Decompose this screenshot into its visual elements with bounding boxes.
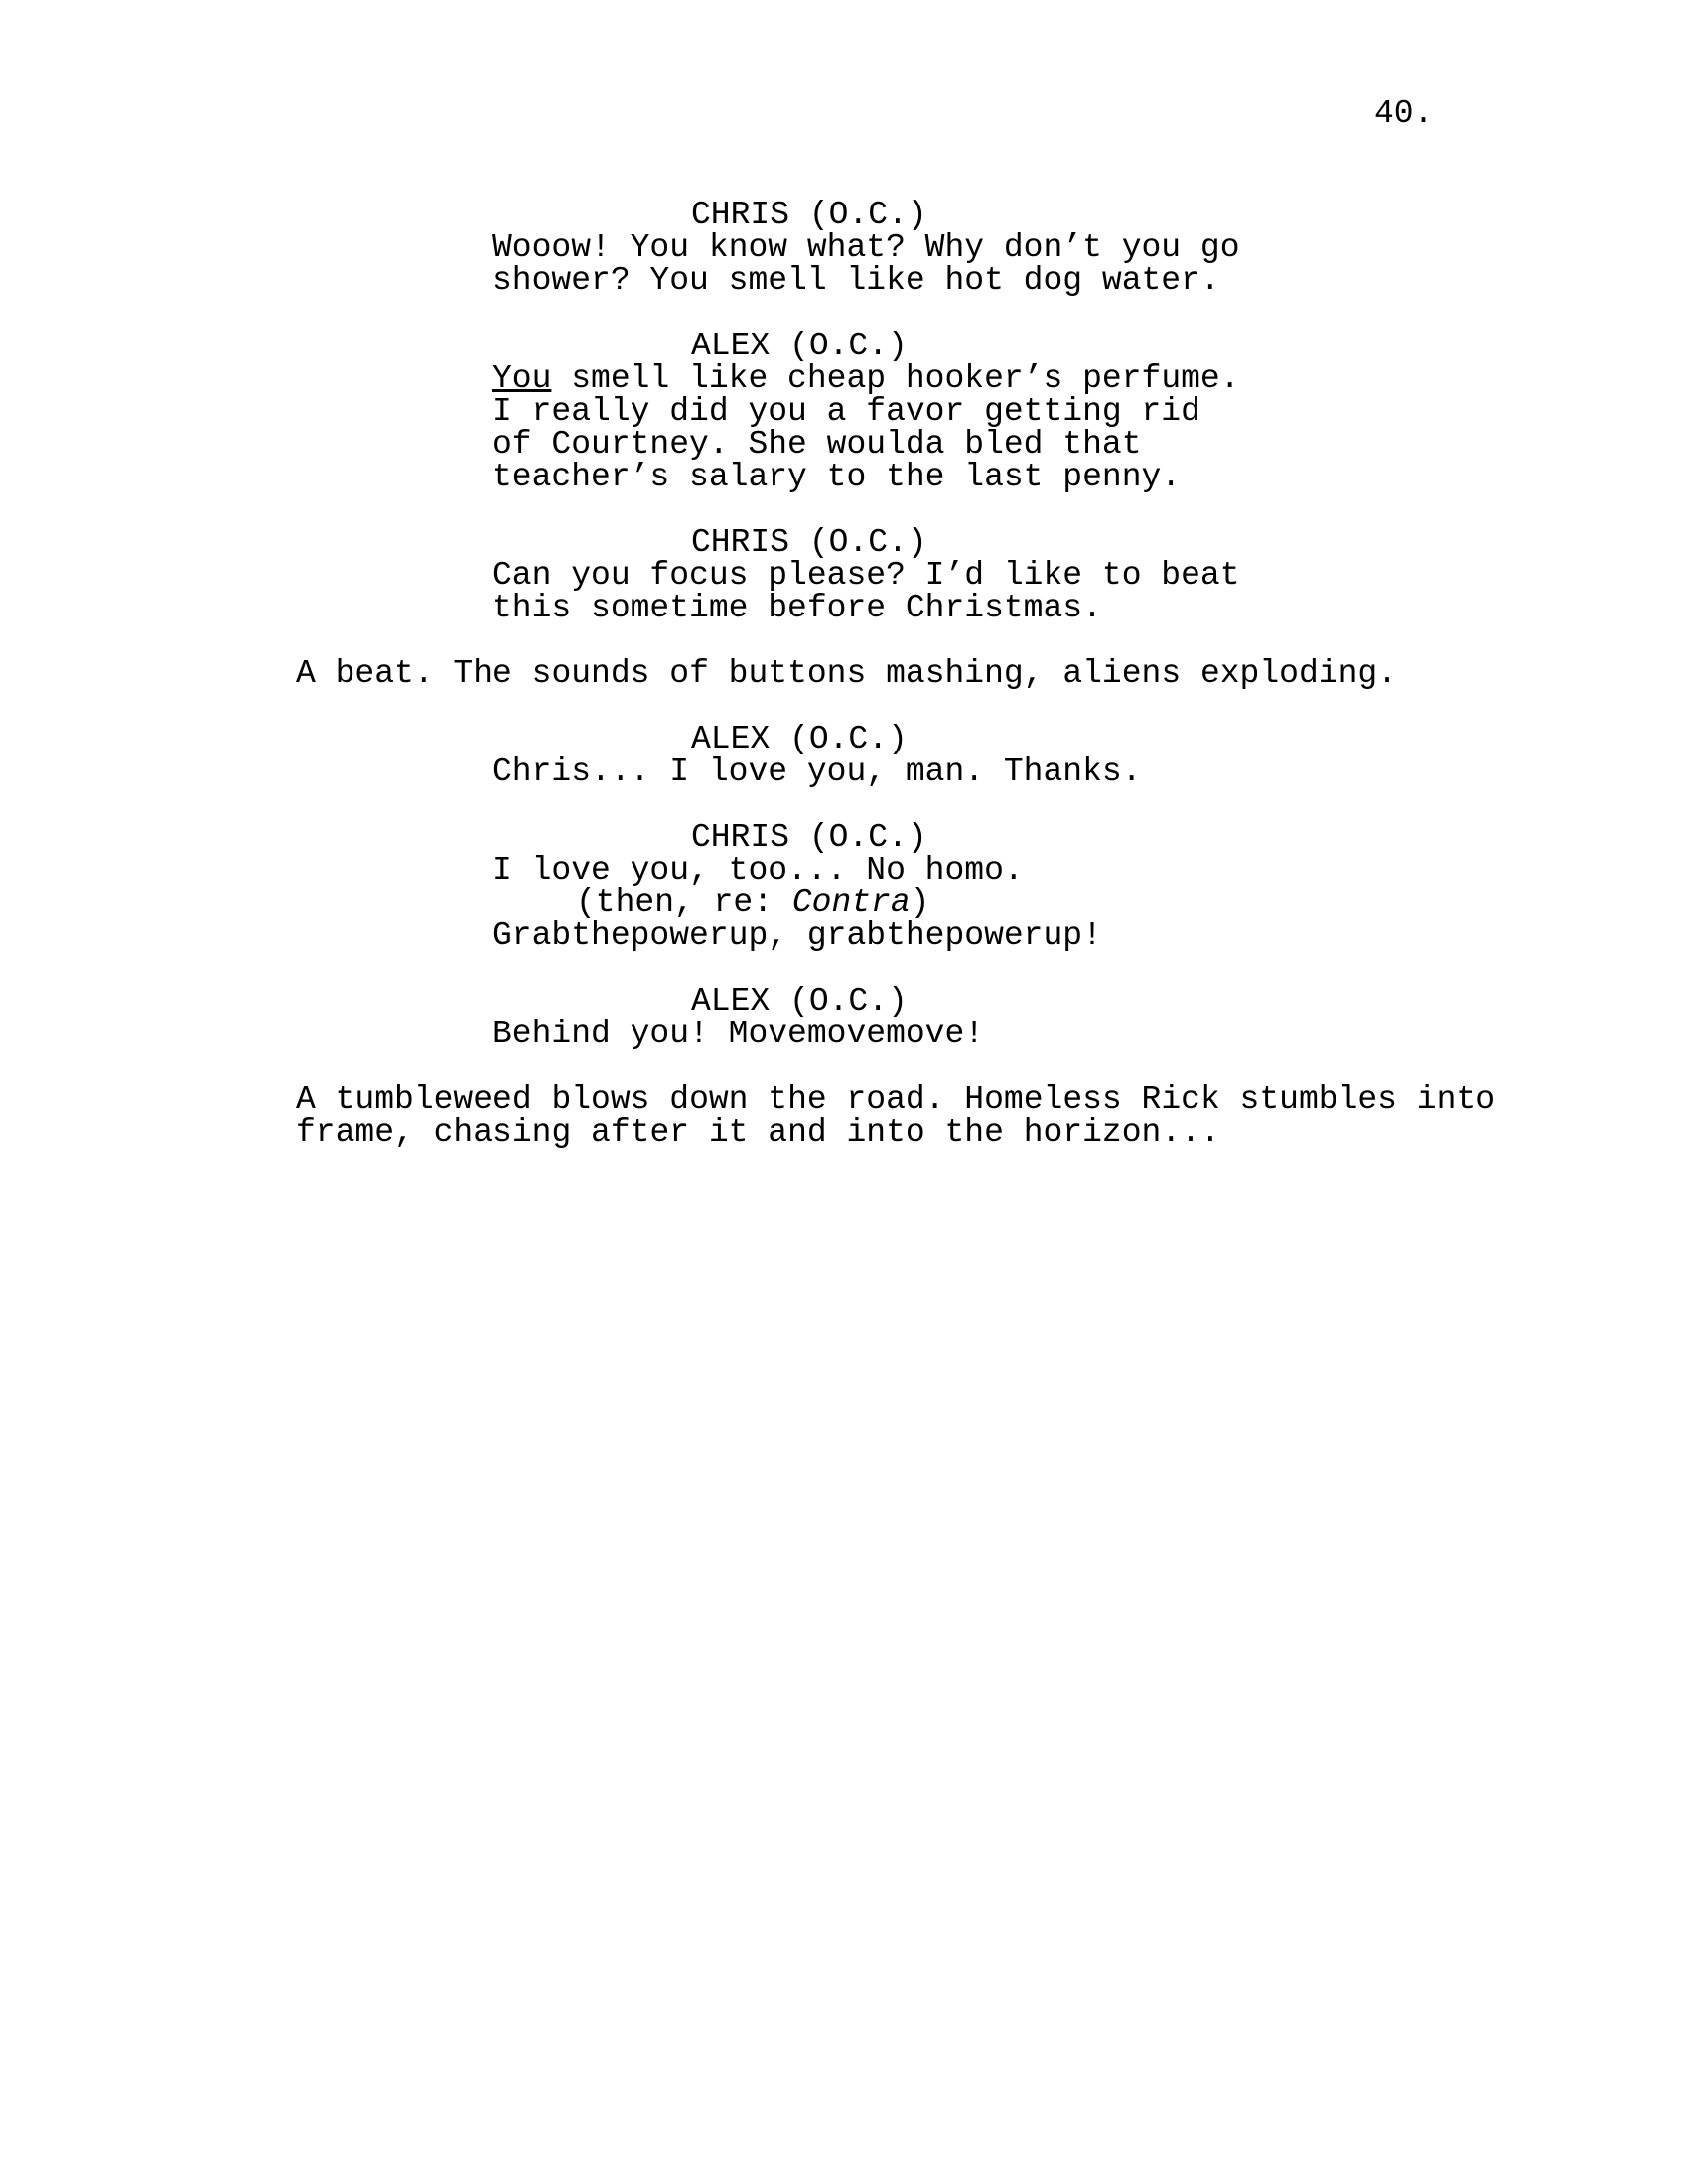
dialogue-line: Can you focus please? I’d like to beat [492, 557, 1240, 594]
dialogue-line: shower? You smell like hot dog water. [492, 262, 1220, 299]
dialogue-line: I love you, too... No homo. [492, 852, 1024, 888]
parenthetical-text: (then, re: [576, 885, 792, 921]
character-cue: ALEX (O.C.) [691, 983, 908, 1020]
parenthetical-close: ) [910, 885, 930, 921]
character-cue: CHRIS (O.C.) [691, 524, 927, 561]
dialogue-line [492, 362, 1240, 395]
character-cue: CHRIS (O.C.) [691, 819, 927, 856]
action-line: A tumbleweed blows down the road. Homeless Rick stumbles into [296, 1081, 1495, 1118]
dialogue-line: this sometime before Christmas. [492, 590, 1102, 626]
dialogue-line: teacher’s salary to the last penny. [492, 459, 1182, 495]
action-line: frame, chasing after it and into the horizon... [296, 1114, 1220, 1151]
dialogue-line: of Courtney. She woulda bled that [492, 426, 1142, 463]
character-cue: ALEX (O.C.) [691, 328, 908, 364]
underlined-word: You [492, 360, 552, 397]
parenthetical [576, 887, 929, 919]
character-cue: ALEX (O.C.) [691, 721, 908, 757]
dialogue-line: I really did you a favor getting rid [492, 393, 1200, 430]
character-cue: CHRIS (O.C.) [691, 197, 927, 233]
dialogue-line: Wooow! You know what? Why don’t you go [492, 229, 1240, 266]
parenthetical-italic: Contra [791, 885, 911, 921]
dialogue-line: Chris... I love you, man. Thanks. [492, 753, 1142, 790]
dialogue-text: smell like cheap hooker’s perfume. [551, 360, 1240, 397]
dialogue-line: Behind you! Movemovemove! [492, 1016, 985, 1052]
action-line: A beat. The sounds of buttons mashing, aliens exploding. [296, 655, 1397, 692]
dialogue-line: Grabthepowerup, grabthepowerup! [492, 917, 1102, 954]
page-number: 40. [1374, 95, 1434, 132]
